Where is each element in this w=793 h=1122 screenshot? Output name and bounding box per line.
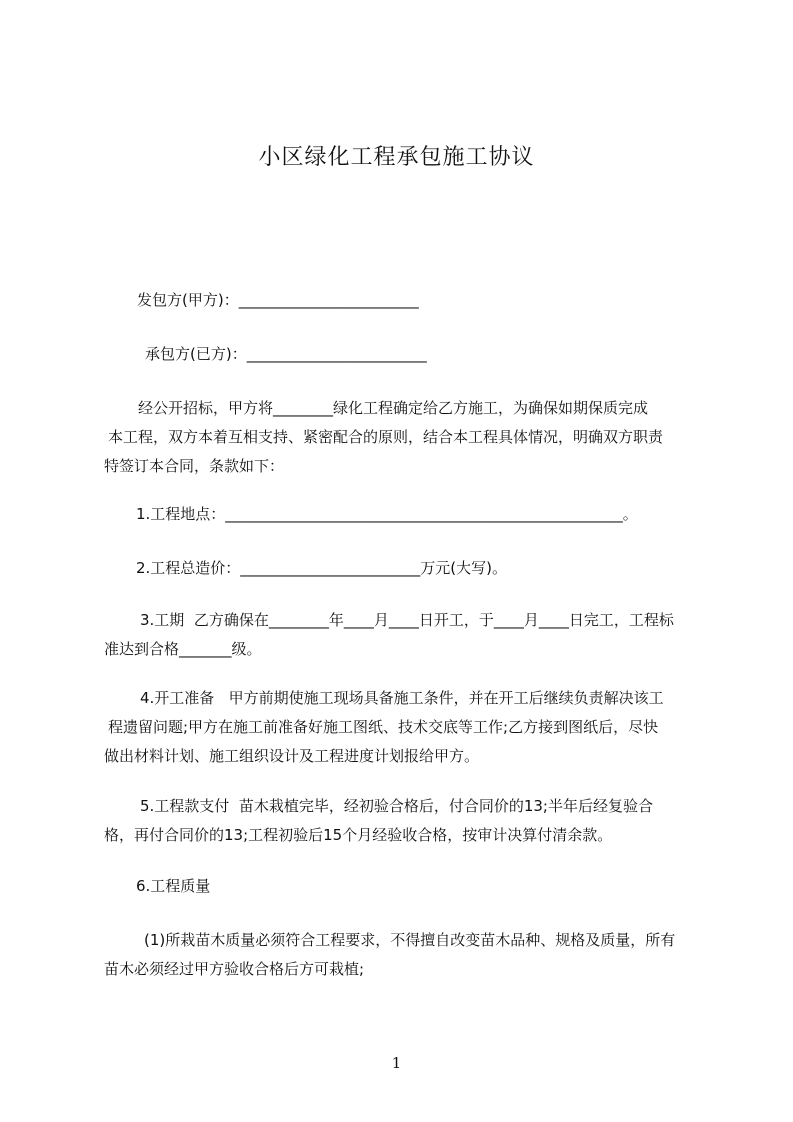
intro-paragraph [104,394,724,481]
clause-3-line-1: 3.工期 乙方确保在________年____月____日开工，于____月____日完工，工程标 [140,611,674,629]
clause-5-paragraph [104,792,724,850]
intro-line-1: 经公开招标，甲方将________绿化工程确定给乙方施工，为确保如期保质完成 [138,399,649,417]
clause-4-line-2: 程遗留问题;甲方在施工前准备好施工图纸、技术交底等工作;乙方接到图纸后，尽快 [108,718,659,736]
clause-3-line-2: 准达到合格_______级。 [104,640,262,658]
party-a-line: 发包方(甲方)：________________________ [137,291,419,309]
clause-6-1-line-2: 苗木必须经过甲方验收合格后方可栽植; [104,960,365,978]
clause-3-paragraph [104,606,724,664]
clause-6-heading: 6.工程质量 [136,877,211,895]
clause-2: 2.工程总造价：________________________万元(大写)。 [136,559,508,577]
clause-4-paragraph [104,684,724,771]
clause-1: 1.工程地点：_____________________________________________________。 [136,505,638,523]
clause-5-line-2: 格，再付合同价的13;工程初验后15个月经验收合格，按审计决算付清余款。 [104,826,613,844]
clause-4-line-1: 4.开工准备 甲方前期使施工现场具备施工条件，并在开工后继续负责解决该工 [140,689,664,707]
party-b-line: 承包方(已方)：________________________ [145,345,427,363]
page-number: 1 [391,1054,402,1072]
clause-5-line-1: 5.工程款支付 苗木栽植完毕，经初验合格后，付合同价的13;半年后经复验合 [140,797,653,815]
clause-4-line-3: 做出材料计划、施工组织设计及工程进度计划报给甲方。 [104,747,480,765]
clause-6-1-paragraph [104,926,724,984]
document-title: 小区绿化工程承包施工协议 [258,145,535,170]
clause-6-1-line-1: (1)所栽苗木质量必须符合工程要求，不得擅自改变苗木品种、规格及质量，所有 [144,931,676,949]
intro-line-2: 本工程，双方本着互相支持、紧密配合的原则，结合本工程具体情况，明确双方职责 [108,428,664,446]
intro-line-3: 特签订本合同，条款如下： [104,457,285,475]
